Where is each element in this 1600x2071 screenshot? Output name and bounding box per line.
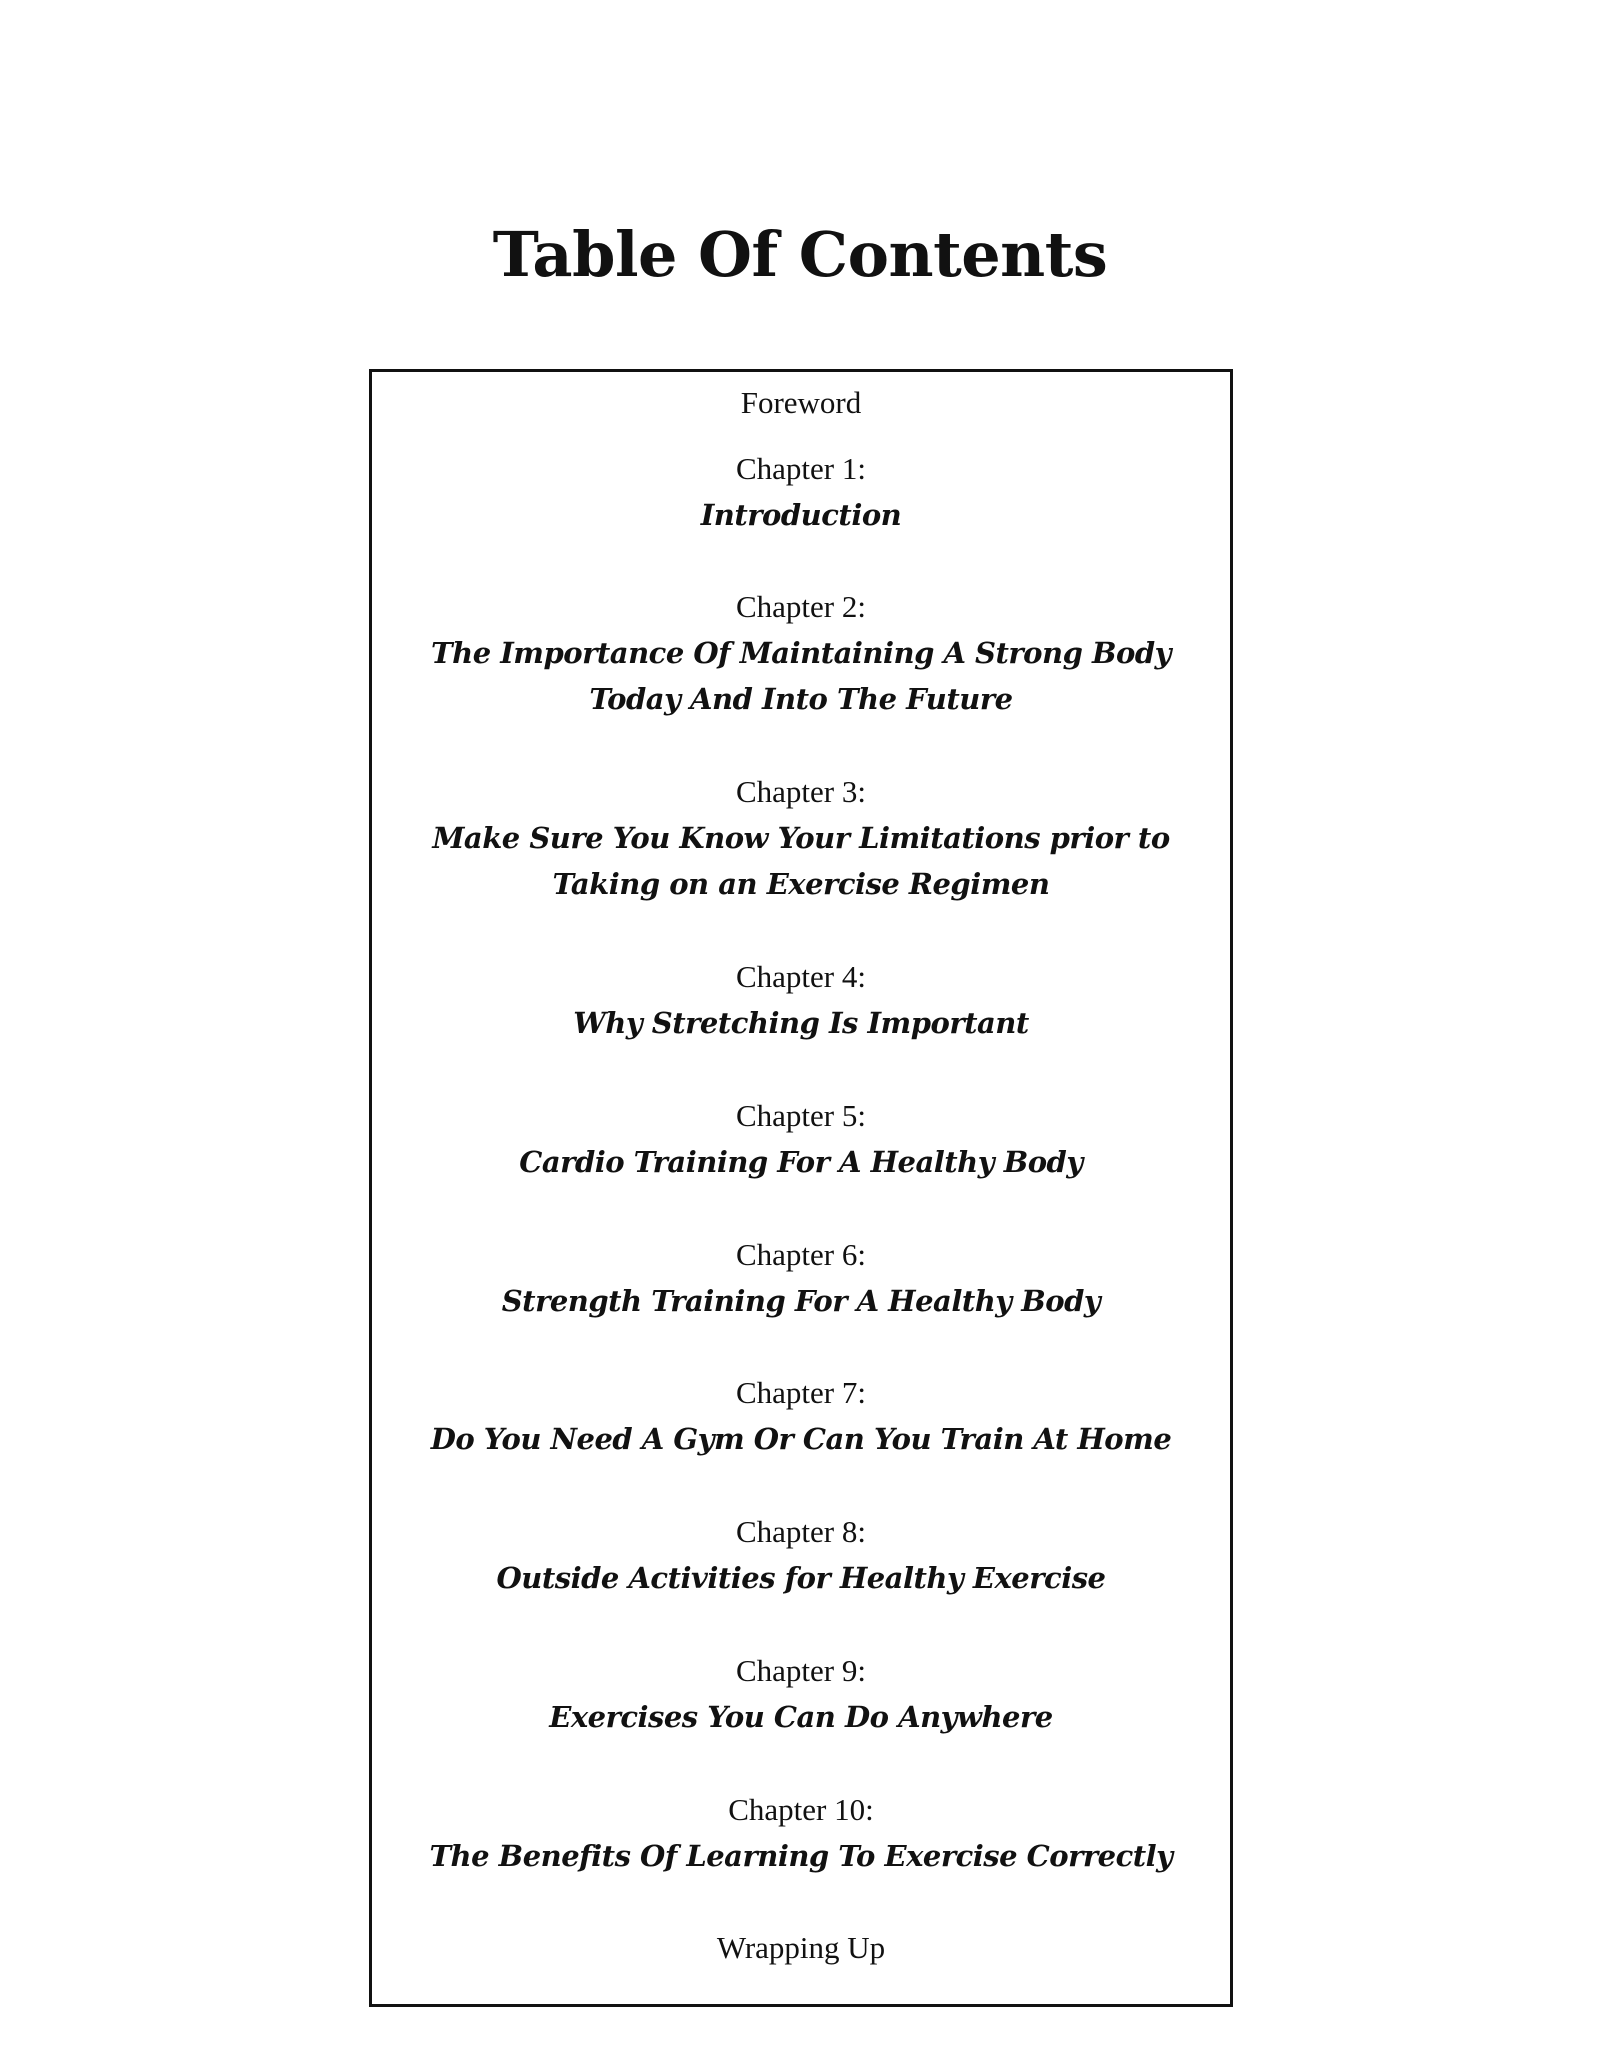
- chapter-label: Chapter 8:: [736, 1514, 866, 1549]
- chapter-label: Chapter 3:: [736, 774, 866, 809]
- chapter-title: Strength Training For A Healthy Body: [501, 1284, 1101, 1318]
- toc-entry-wrapping-up[interactable]: [372, 1925, 1230, 1971]
- toc-entry-chapter-6[interactable]: [372, 1232, 1230, 1324]
- chapter-title-line-2: Taking on an Exercise Regimen: [552, 867, 1050, 901]
- chapter-title: Introduction: [700, 498, 902, 532]
- chapter-title: Why Stretching Is Important: [573, 1006, 1029, 1040]
- toc-entry-chapter-10[interactable]: [372, 1787, 1230, 1879]
- chapter-label: Chapter 5:: [736, 1098, 866, 1133]
- table-of-contents-box: [369, 369, 1233, 2007]
- chapter-title: Outside Activities for Healthy Exercise: [496, 1561, 1106, 1595]
- chapter-title: Make Sure You Know Your Limitations prior to: [432, 821, 1170, 855]
- chapter-title: Do You Need A Gym Or Can You Train At Home: [430, 1422, 1172, 1456]
- chapter-title: Exercises You Can Do Anywhere: [549, 1700, 1053, 1734]
- chapter-label: Chapter 9:: [736, 1653, 866, 1688]
- toc-entry-foreword[interactable]: [372, 380, 1230, 426]
- chapter-label: Chapter 10:: [728, 1792, 874, 1827]
- chapter-title: The Importance Of Maintaining A Strong Body: [431, 636, 1171, 670]
- chapter-label: Chapter 2:: [736, 589, 866, 624]
- foreword-label: Foreword: [740, 385, 862, 420]
- chapter-label: Chapter 6:: [736, 1237, 866, 1272]
- toc-entry-chapter-5[interactable]: [372, 1093, 1230, 1185]
- toc-entry-chapter-7[interactable]: [372, 1370, 1230, 1462]
- chapter-label: Chapter 7:: [736, 1375, 866, 1410]
- chapter-label: Chapter 1:: [736, 451, 866, 486]
- toc-entry-chapter-4[interactable]: [372, 954, 1230, 1046]
- chapter-title: The Benefits Of Learning To Exercise Correctly: [429, 1839, 1173, 1873]
- toc-entry-chapter-8[interactable]: [372, 1509, 1230, 1601]
- toc-entry-chapter-3[interactable]: [372, 769, 1230, 907]
- chapter-title: Cardio Training For A Healthy Body: [519, 1145, 1083, 1179]
- page-title: Table Of Contents: [492, 218, 1108, 291]
- chapter-label: Chapter 4:: [736, 959, 866, 994]
- chapter-title-line-2: Today And Into The Future: [589, 682, 1013, 716]
- toc-entry-chapter-9[interactable]: [372, 1648, 1230, 1740]
- wrapping-up-label: Wrapping Up: [716, 1930, 886, 1965]
- toc-entry-chapter-2[interactable]: [372, 584, 1230, 722]
- toc-entry-chapter-1[interactable]: [372, 446, 1230, 538]
